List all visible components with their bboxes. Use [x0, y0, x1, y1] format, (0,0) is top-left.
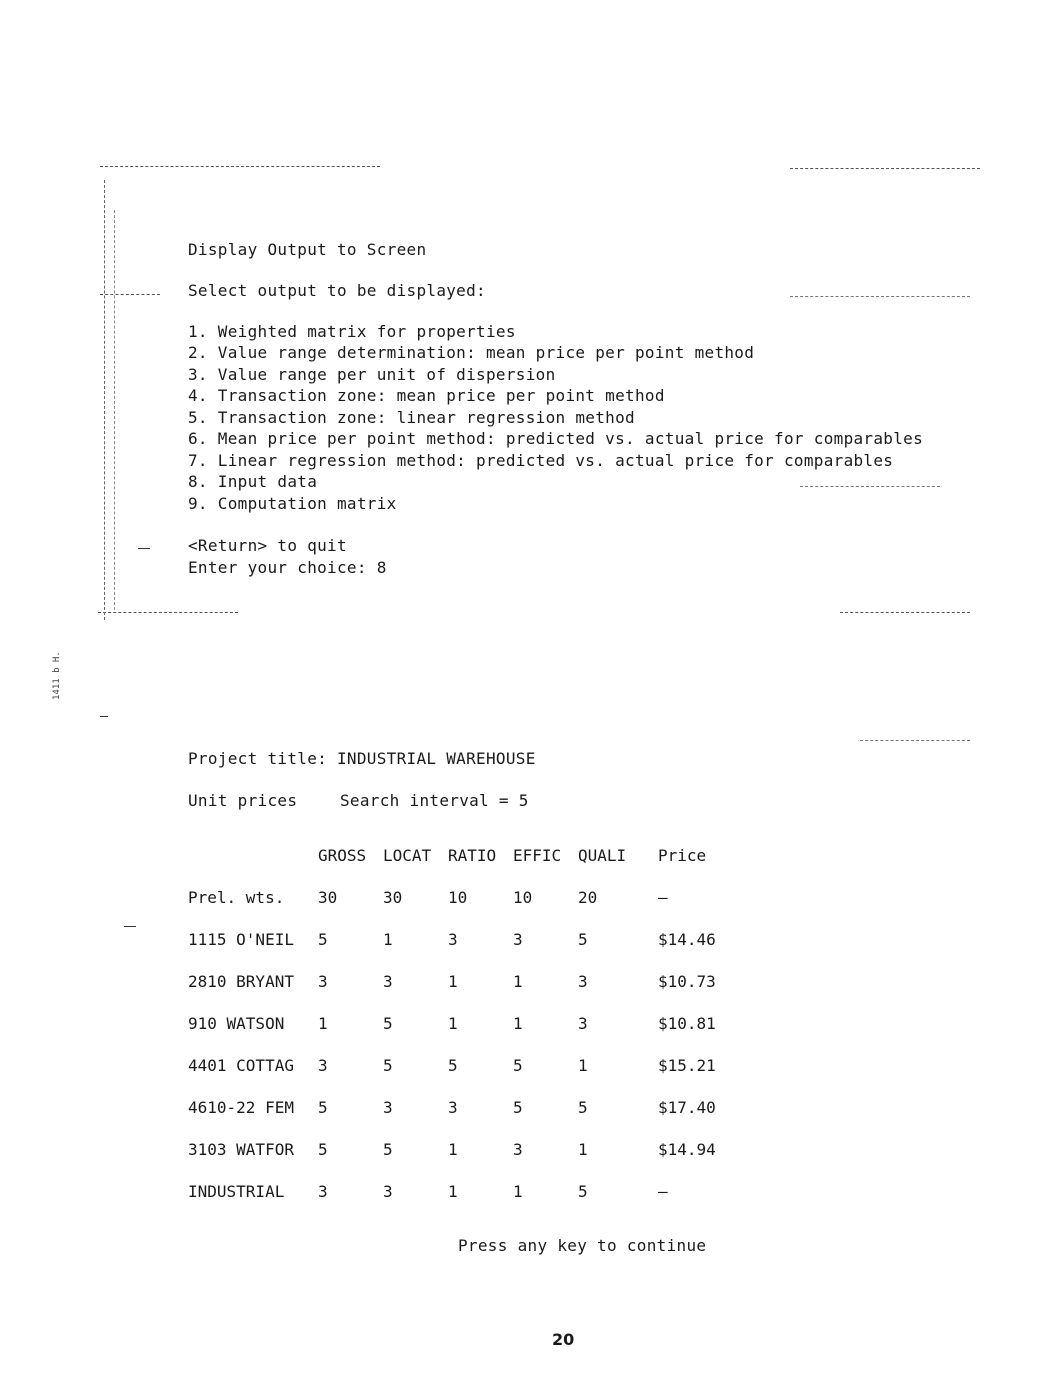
header-cell: RATIO — [448, 845, 497, 865]
menu-item-7[interactable]: 7. Linear regression method: predicted vs. actual price for comparables — [188, 451, 894, 470]
scan-artifact-line — [790, 296, 970, 298]
table-cell: 1 — [578, 1139, 588, 1159]
menu-item-1[interactable]: 1. Weighted matrix for properties — [188, 322, 516, 341]
table-cell: 3 — [513, 1139, 523, 1159]
table-cell: 5 — [318, 1097, 328, 1117]
table-cell: $10.73 — [658, 971, 716, 991]
table-cell: 5 — [383, 1139, 393, 1159]
scan-artifact-line — [790, 168, 980, 170]
table-row — [188, 876, 758, 918]
screen-title: Display Output to Screen — [188, 240, 427, 259]
menu-item-9[interactable]: 9. Computation matrix — [188, 494, 397, 513]
table-cell: 3 — [578, 971, 588, 991]
input-data-table — [188, 834, 758, 1212]
table-cell: 1 — [578, 1055, 588, 1075]
table-cell: 1 — [383, 929, 393, 949]
scan-artifact-line — [840, 612, 970, 614]
table-row — [188, 1086, 758, 1128]
search-interval: Search interval = 5 — [340, 791, 529, 810]
table-cell: $15.21 — [658, 1055, 716, 1075]
table-row — [188, 1170, 758, 1212]
scan-artifact-line — [100, 294, 160, 296]
return-hint: <Return> to quit — [188, 536, 347, 555]
scan-artifact-line — [860, 740, 970, 742]
table-cell: 3 — [318, 1055, 328, 1075]
table-cell: INDUSTRIAL — [188, 1181, 285, 1201]
menu-item-5[interactable]: 5. Transaction zone: linear regression method — [188, 408, 635, 427]
table-cell: 1 — [513, 971, 523, 991]
table-cell: 5 — [578, 1097, 588, 1117]
table-cell: $14.94 — [658, 1139, 716, 1159]
scan-artifact-mark — [104, 180, 106, 620]
scan-artifact-line — [98, 612, 238, 614]
table-cell: 5 — [318, 1139, 328, 1159]
table-cell: $10.81 — [658, 1013, 716, 1033]
table-cell: 20 — [578, 887, 598, 907]
table-cell: $14.46 — [658, 929, 716, 949]
header-cell: GROSS — [318, 845, 367, 865]
table-cell: $17.40 — [658, 1097, 716, 1117]
table-row — [188, 1044, 758, 1086]
table-header-row — [188, 834, 758, 876]
table-cell: 4401 COTTAG — [188, 1055, 294, 1075]
table-cell: 30 — [383, 887, 403, 907]
table-cell: 5 — [513, 1055, 523, 1075]
table-cell: 5 — [383, 1055, 393, 1075]
table-cell: 5 — [578, 1181, 588, 1201]
menu-item-8[interactable]: 8. Input data — [188, 472, 318, 491]
table-cell: 3 — [448, 929, 458, 949]
menu-item-3[interactable]: 3. Value range per unit of dispersion — [188, 365, 556, 384]
select-prompt: Select output to be displayed: — [188, 281, 486, 300]
table-cell: 5 — [513, 1097, 523, 1117]
margin-note: 1411 b H. — [52, 651, 62, 700]
table-cell: 1 — [513, 1013, 523, 1033]
menu-item-4[interactable]: 4. Transaction zone: mean price per point method — [188, 386, 665, 405]
table-cell: 5 — [383, 1013, 393, 1033]
scan-artifact-mark — [124, 926, 136, 927]
scan-artifact-line — [100, 166, 380, 168]
table-cell: – — [658, 887, 668, 907]
scan-artifact-mark — [138, 548, 150, 549]
menu-item-2[interactable]: 2. Value range determination: mean price per point method — [188, 343, 755, 362]
page-number: 20 — [552, 1330, 575, 1349]
table-cell: 3 — [513, 929, 523, 949]
continue-prompt[interactable]: Press any key to continue — [458, 1236, 707, 1255]
table-cell: 2810 BRYANT — [188, 971, 294, 991]
table-cell: 3 — [383, 971, 393, 991]
header-cell: Price — [658, 845, 707, 865]
table-cell: 30 — [318, 887, 338, 907]
table-cell: 910 WATSON — [188, 1013, 285, 1033]
table-cell: 1 — [448, 1181, 458, 1201]
table-cell: 3 — [578, 1013, 588, 1033]
table-row — [188, 1002, 758, 1044]
menu-item-6[interactable]: 6. Mean price per point method: predicted vs. actual price for comparables — [188, 429, 924, 448]
header-cell: EFFIC — [513, 845, 562, 865]
table-cell: 1 — [513, 1181, 523, 1201]
scan-artifact-mark — [114, 210, 116, 610]
project-title: Project title: INDUSTRIAL WAREHOUSE — [188, 749, 536, 768]
scan-artifact-mark — [100, 716, 108, 717]
table-cell: 10 — [448, 887, 468, 907]
scan-artifact-line — [800, 486, 940, 488]
table-cell: 5 — [578, 929, 588, 949]
table-cell: – — [658, 1181, 668, 1201]
table-cell: 5 — [448, 1055, 458, 1075]
table-row — [188, 1128, 758, 1170]
table-cell: 3103 WATFOR — [188, 1139, 294, 1159]
table-row — [188, 918, 758, 960]
table-cell: 1 — [448, 1139, 458, 1159]
table-cell: 3 — [318, 1181, 328, 1201]
header-cell: LOCAT — [383, 845, 432, 865]
table-cell: 1 — [318, 1013, 328, 1033]
table-cell: 3 — [383, 1097, 393, 1117]
table-cell: 10 — [513, 887, 533, 907]
table-cell: Prel. wts. — [188, 887, 285, 907]
table-cell: 4610-22 FEM — [188, 1097, 294, 1117]
table-cell: 3 — [383, 1181, 393, 1201]
table-cell: 1 — [448, 1013, 458, 1033]
table-cell: 1 — [448, 971, 458, 991]
table-cell: 5 — [318, 929, 328, 949]
table-cell: 3 — [318, 971, 328, 991]
header-cell: QUALI — [578, 845, 627, 865]
unit-prices-label: Unit prices — [188, 791, 298, 810]
table-cell: 1115 O'NEIL — [188, 929, 294, 949]
choice-input[interactable]: Enter your choice: 8 — [188, 558, 387, 577]
table-cell: 3 — [448, 1097, 458, 1117]
table-row — [188, 960, 758, 1002]
header-cell — [188, 834, 318, 876]
